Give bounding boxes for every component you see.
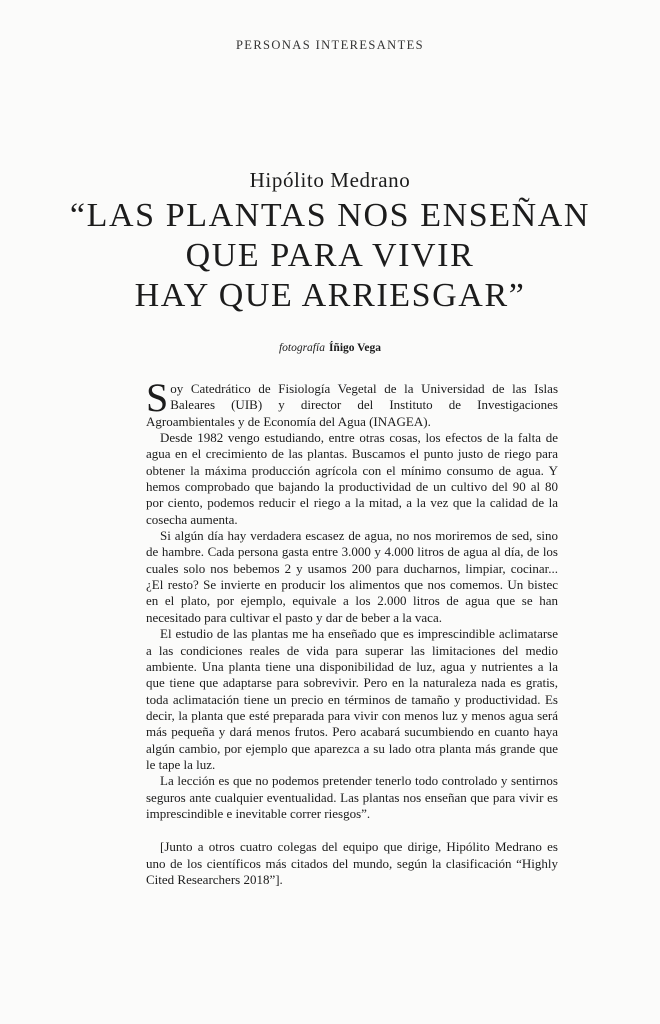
drop-cap: S bbox=[146, 375, 169, 420]
headline-line-2: QUE PARA VIVIR bbox=[185, 237, 475, 274]
headline-line-1: “LAS PLANTAS NOS ENSEÑAN bbox=[69, 197, 591, 234]
headline-line-3: HAY QUE ARRIESGAR” bbox=[134, 277, 526, 314]
article-paragraph-5: La lección es que no podemos pretender tenerlo todo controlado y sentirnos seguros ante cualquier eventualidad. Las plantas nos enseñan que para vivir es imprescindible e inevitable correr riesgos”. bbox=[146, 773, 558, 821]
article-paragraph-4: El estudio de las plantas me ha enseñado que es imprescindible aclimatarse a las condiciones reales de vida para superar las limitaciones del medio ambiente. Una planta tiene una disponibilidad de luz, agua y nutrientes a la que tiene que adaptarse para sobrevivir. Pero en la naturaleza nada es gratis, toda aclimatación tiene un precio en términos de tamaño y productividad. Es decir, la planta que esté preparada para vivir con menos luz y menos agua será más pequeña y dará menos frutos. Pero acabará sucumbiendo en cuanto haya algún cambio, por ejemplo que aparezca a su lado otra planta más grande que le tape la luz. bbox=[146, 626, 558, 772]
article-paragraph-3: Si algún día hay verdadera escasez de agua, no nos moriremos de sed, sino de hambre. Cada persona gasta entre 3.000 y 4.000 litros de agua al día, de los cuales solo nos bebemos 2 y usamos 200 para ducharnos, limpiar, cocinar... ¿El resto? Se invierte en producir los alimentos que nos comemos. Un bistec en el plato, por ejemplo, equivale a los 2.000 litros de agua que se han necesitado para cultivar el pasto y dar de beber a la vaca. bbox=[146, 528, 558, 625]
photo-credit-role: fotografía bbox=[278, 342, 325, 354]
lead-text: oy Catedrático de Fisiología Vegetal de la Universidad de las Islas Baleares (UIB) y director del Instituto de Investigaciones Agroambientales y de Economía del Agua (INAGEA). bbox=[146, 381, 558, 429]
article-paragraph-1 bbox=[146, 375, 558, 430]
headline bbox=[0, 196, 660, 316]
editorial-note: [Junto a otros cuatro colegas del equipo que dirige, Hipólito Medrano es uno de los científicos más citados del mundo, según la clasificación “Highly Cited Researchers 2018”]. bbox=[146, 839, 558, 887]
photo-credit-name: Íñigo Vega bbox=[328, 342, 382, 354]
author-name: Hipólito Medrano bbox=[249, 168, 411, 192]
article-paragraph-2: Desde 1982 vengo estudiando, entre otras cosas, los efectos de la falta de agua en el crecimiento de las plantas. Buscamos el punto justo de riego para obtener la máxima producción agrícola con el mínimo consumo de agua. Y hemos comprobado que bajando la productividad de un cultivo del 90 al 80 por ciento, podemos reducir el riego a la mitad, a la vez que la calidad de la cosecha aumenta. bbox=[146, 430, 558, 527]
article-body bbox=[146, 375, 558, 888]
photo-credit bbox=[0, 342, 660, 354]
section-header: PERSONAS INTERESANTES bbox=[235, 38, 425, 52]
